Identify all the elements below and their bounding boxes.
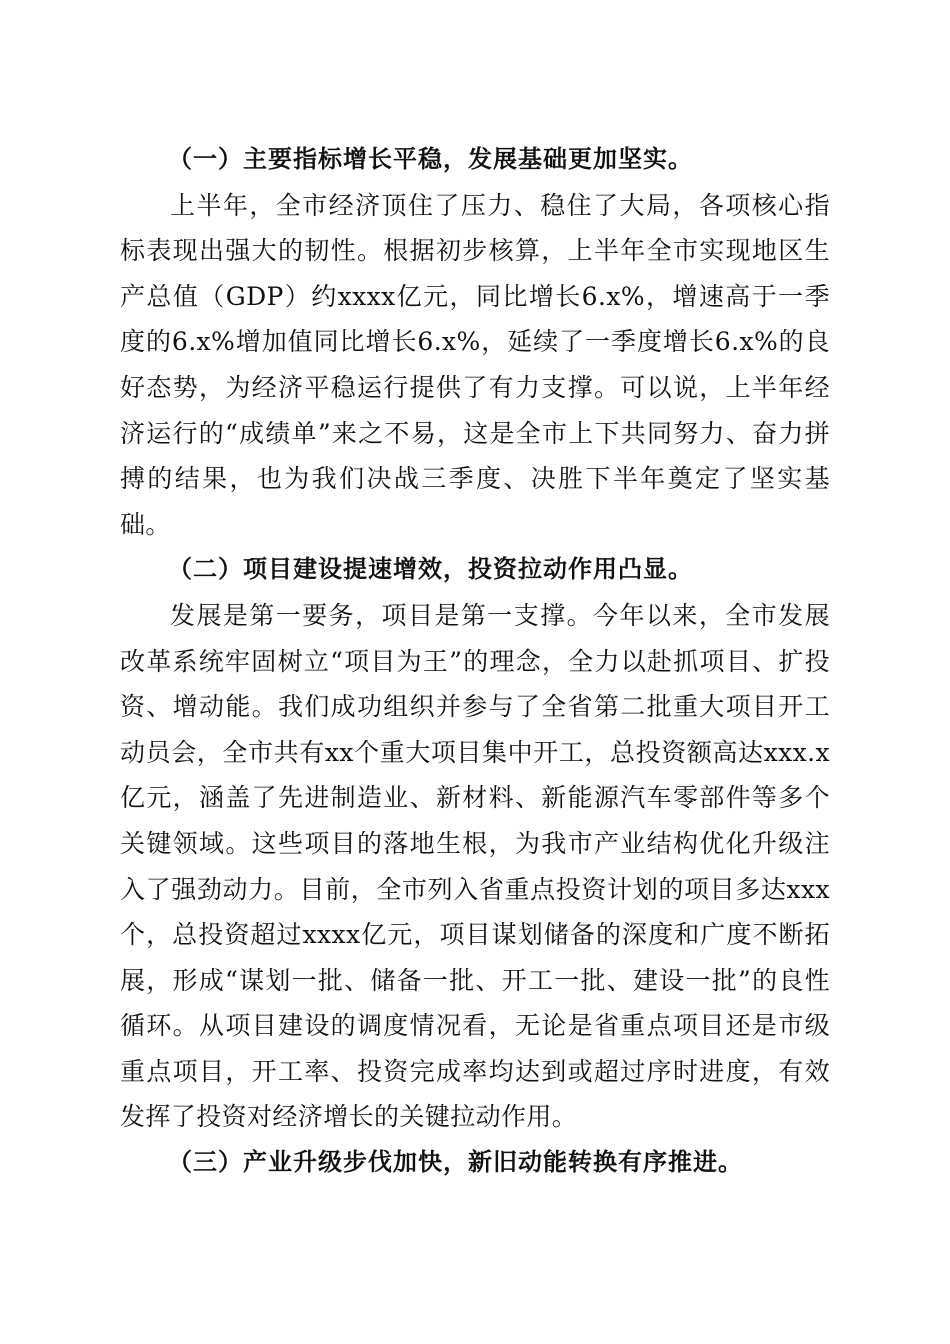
section-heading-3: （三）产业升级步伐加快，新旧动能转换有序推进。 (168, 1148, 743, 1177)
document-page (120, 137, 830, 1186)
section-heading-1: （一）主要指标增长平稳，发展基础更加坚实。 (168, 145, 693, 173)
section-heading-2: （二）项目建设提速增效，投资拉动作用凸显。 (168, 555, 693, 584)
section-paragraph-1: 上半年，全市经济顶住了压力、稳住了大局，各项核心指标表现出强大的韧性。根据初步核算，上半年全市实现地区生产总值（GDP）约xxxx亿元，同比增长6.x%，增速高于一季度的6.x%增加值同比增长6.x%，延续了一季度增长6.x%的良好态势，为经济平稳运行提供了有力支撑。可以说，上半年经济运行的“成绩单”来之不易，这是全市上下共同努力、奋力拼搏的结果，也为我们决战三季度、决胜下半年奠定了坚实基础。 (120, 190, 830, 539)
section-paragraph-2: 发展是第一要务，项目是第一支撑。今年以来，全市发展改革系统牢固树立“项目为王”的理念，全力以赴抓项目、扩投资、增动能。我们成功组织并参与了全省第二批重大项目开工动员会，全市共有xx个重大项目集中开工，总投资额高达xxx.x亿元，涵盖了先进制造业、新材料、新能源汽车零部件等多个关键领域。这些项目的落地生根，为我市产业结构优化升级注入了强劲动力。目前，全市列入省重点投资计划的项目多达xxx个，总投资超过xxxx亿元，项目谋划储备的深度和广度不断拓展，形成“谋划一批、储备一批、开工一批、建设一批”的良性循环。从项目建设的调度情况看，无论是省重点项目还是市级重点项目，开工率、投资完成率均达到或超过序时进度，有效发挥了投资对经济增长的关键拉动作用。 (120, 600, 830, 1132)
